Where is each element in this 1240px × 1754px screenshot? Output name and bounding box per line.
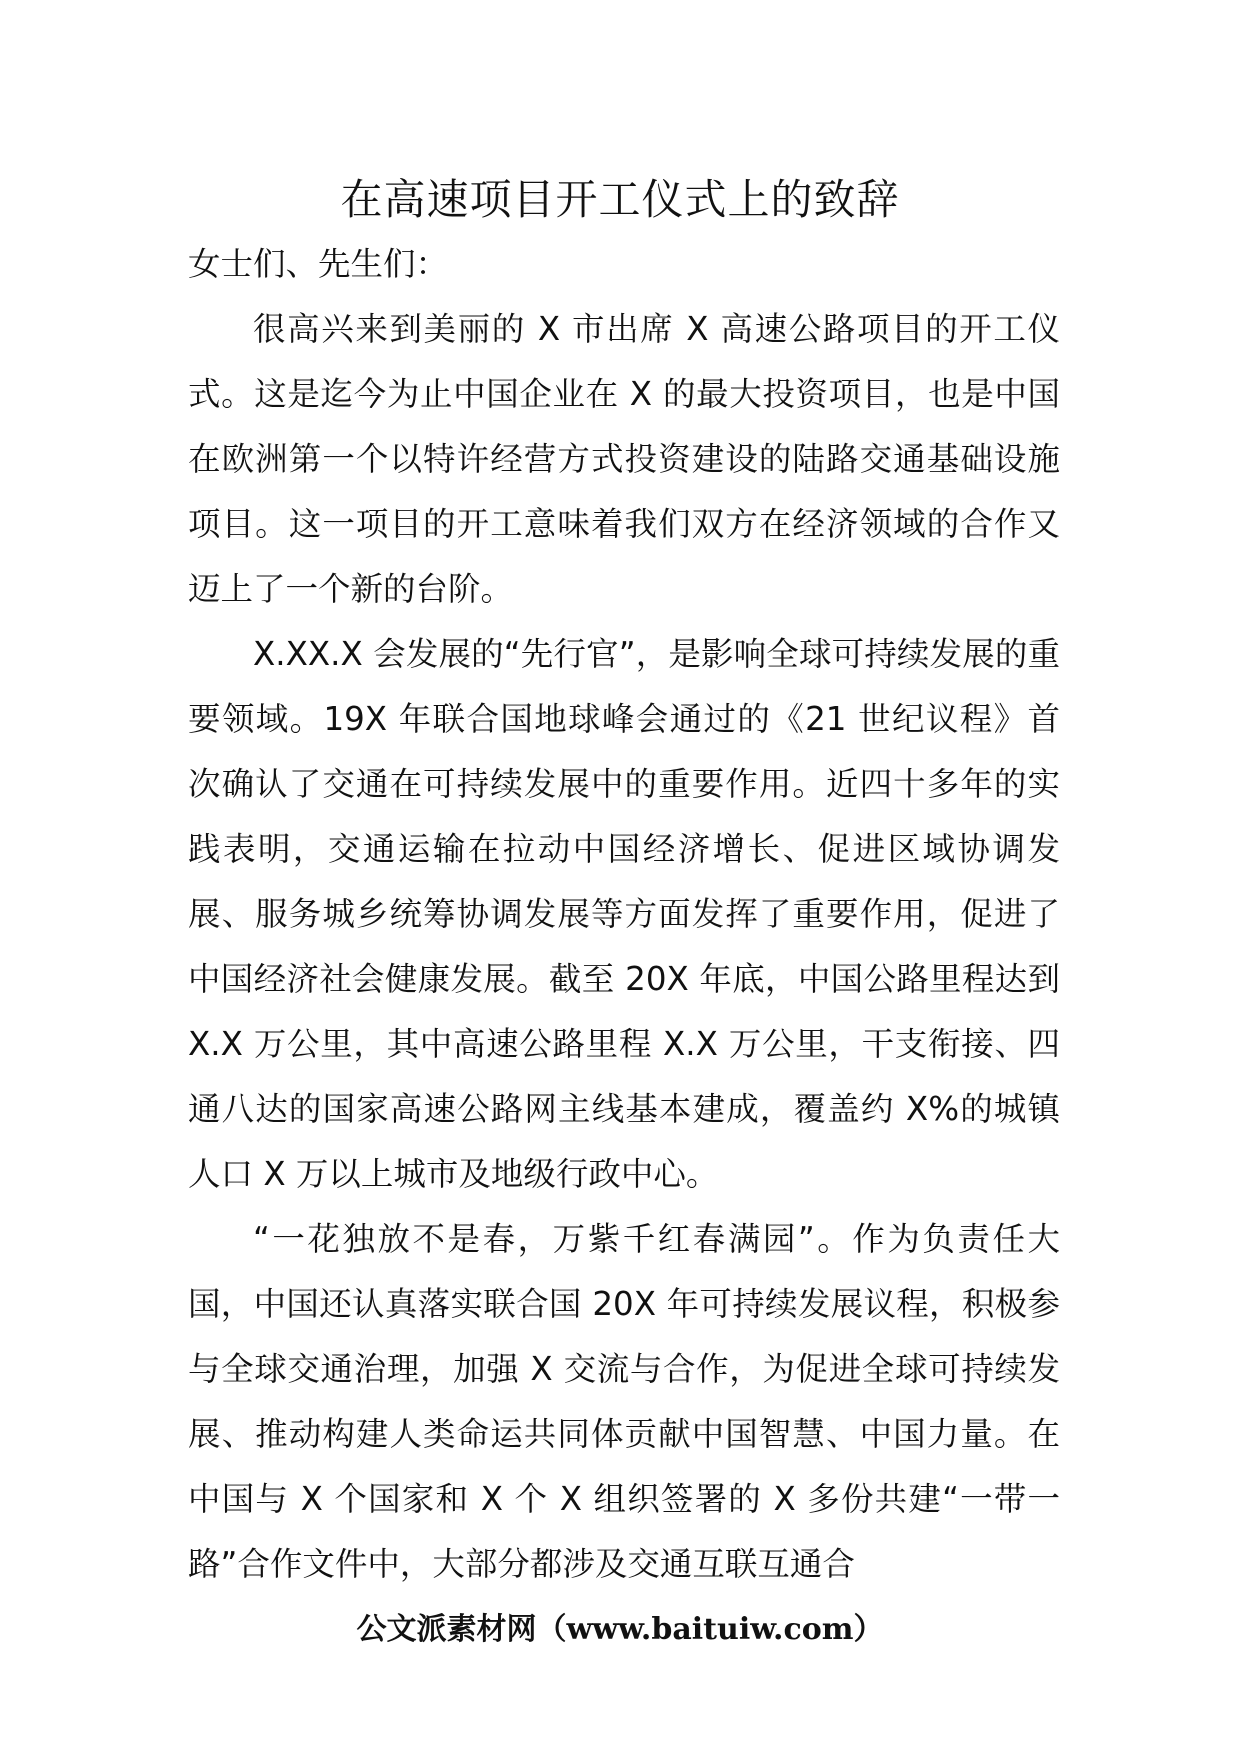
paragraph-2: X.XX.X 会发展的“先行官”，是影响全球可持续发展的重要领域。19X 年联合国地球峰会通过的《21 世纪议程》首次确认了交通在可持续发展中的重要作用。近四十多年的实践表明，交通运输在拉动中国经济增长、促进区域协调发展、服务城乡统筹协调发展等方面发挥了重要作用，促进了中国经济社会健康发展。截至 20X 年底，中国公路里程达到 X.X 万公里，其中高速公路里程 X.X 万公里，干支衔接、四通八达的国家高速公路网主线基本建成，覆盖约 X%的城镇人口 X 万以上城市及地级行政中心。 [188, 635, 1060, 1193]
document-title: 在高速项目开工仪式上的致辞 [340, 175, 900, 224]
footer-watermark-text: 公文派素材网（www.baituiw.com） [356, 1612, 884, 1647]
paragraph-3: “一花独放不是春，万紫千红春满园”。作为负责任大国，中国还认真落实联合国 20X 年可持续发展议程，积极参与全球交通治理，加强 X 交流与合作，为促进全球可持续发展、推动构建人类命运共同体贡献中国智慧、中国力量。在中国与 X 个国家和 X 个 X 组织签署的 X 多份共建“一带一路”合作文件中，大部分都涉及交通互联互通合 [188, 1220, 1060, 1583]
salutation: 女士们、先生们： [188, 245, 449, 283]
document-body [188, 232, 1060, 1597]
paragraph-1: 很高兴来到美丽的 X 市出席 X 高速公路项目的开工仪式。这是迄今为止中国企业在 X 的最大投资项目，也是中国在欧洲第一个以特许经营方式投资建设的陆路交通基础设施项目。这一项目的开工意味着我们双方在经济领域的合作又迈上了一个新的台阶。 [188, 310, 1060, 608]
